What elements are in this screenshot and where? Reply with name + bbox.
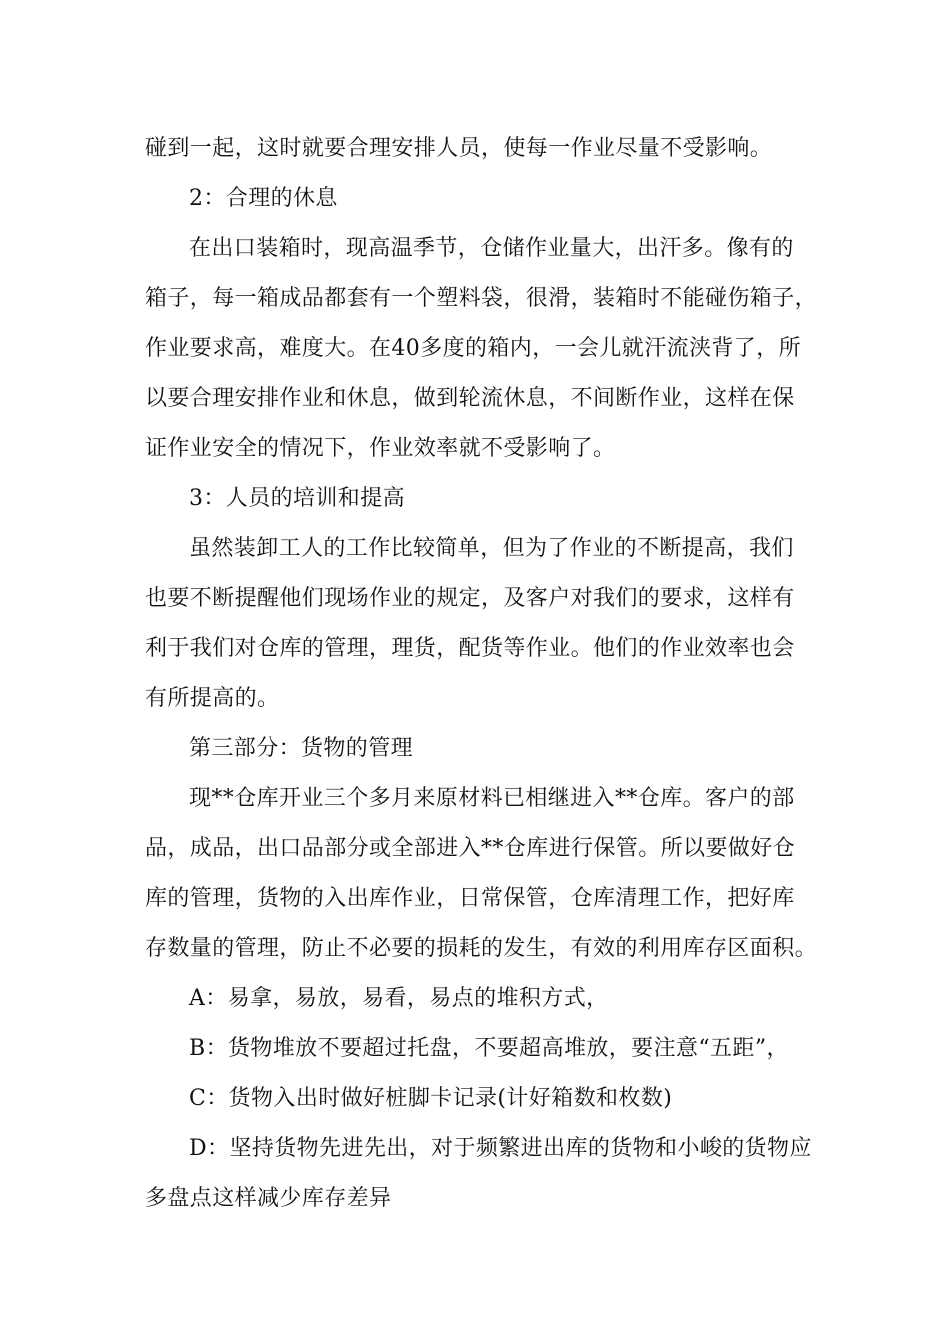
text-line: 作业要求高，难度大。在40多度的箱内，一会儿就汗流浃背了，所 [145,336,801,361]
section-heading: 2：合理的休息 [189,186,338,211]
text-line: 现**仓库开业三个多月来原材料已相继进入**仓库。客户的部 [189,786,795,811]
text-line: 以要合理安排作业和休息，做到轮流休息，不间断作业，这样在保 [145,386,795,411]
text-line: 也要不断提醒他们现场作业的规定，及客户对我们的要求，这样有 [145,586,795,611]
list-item: D：坚持货物先进先出，对于频繁进出库的货物和小峻的货物应 [189,1136,812,1161]
list-item: A：易拿，易放，易看，易点的堆积方式， [189,986,609,1011]
text-line: 品，成品，出口品部分或全部进入**仓库进行保管。所以要做好仓 [145,836,796,861]
section-heading: 3：人员的培训和提高 [189,486,405,511]
list-item: B：货物堆放不要超过托盘，不要超高堆放，要注意“五距”， [189,1036,789,1061]
text-line: 多盘点这样减少库存差异 [145,1186,392,1211]
text-line: 存数量的管理，防止不必要的损耗的发生，有效的利用库存区面积。 [145,936,818,961]
text-line: 在出口装箱时，现高温季节，仓储作业量大，出汗多。像有的 [189,236,794,261]
text-line: 利于我们对仓库的管理，理货，配货等作业。他们的作业效率也会 [145,636,795,661]
text-line: 箱子，每一箱成品都套有一个塑料袋，很滑，装箱时不能碰伤箱子， [145,286,818,311]
text-line: 库的管理，货物的入出库作业，日常保管，仓库清理工作，把好库 [145,886,795,911]
text-line: 虽然装卸工人的工作比较简单，但为了作业的不断提高，我们 [189,536,794,561]
text-line: 碰到一起，这时就要合理安排人员，使每一作业尽量不受影响。 [145,136,773,161]
text-line: 有所提高的。 [145,686,280,711]
part-heading: 第三部分：货物的管理 [189,736,414,761]
list-item: C：货物入出时做好桩脚卡记录(计好箱数和枚数) [189,1086,673,1111]
text-line: 证作业安全的情况下，作业效率就不受影响了。 [145,436,616,461]
